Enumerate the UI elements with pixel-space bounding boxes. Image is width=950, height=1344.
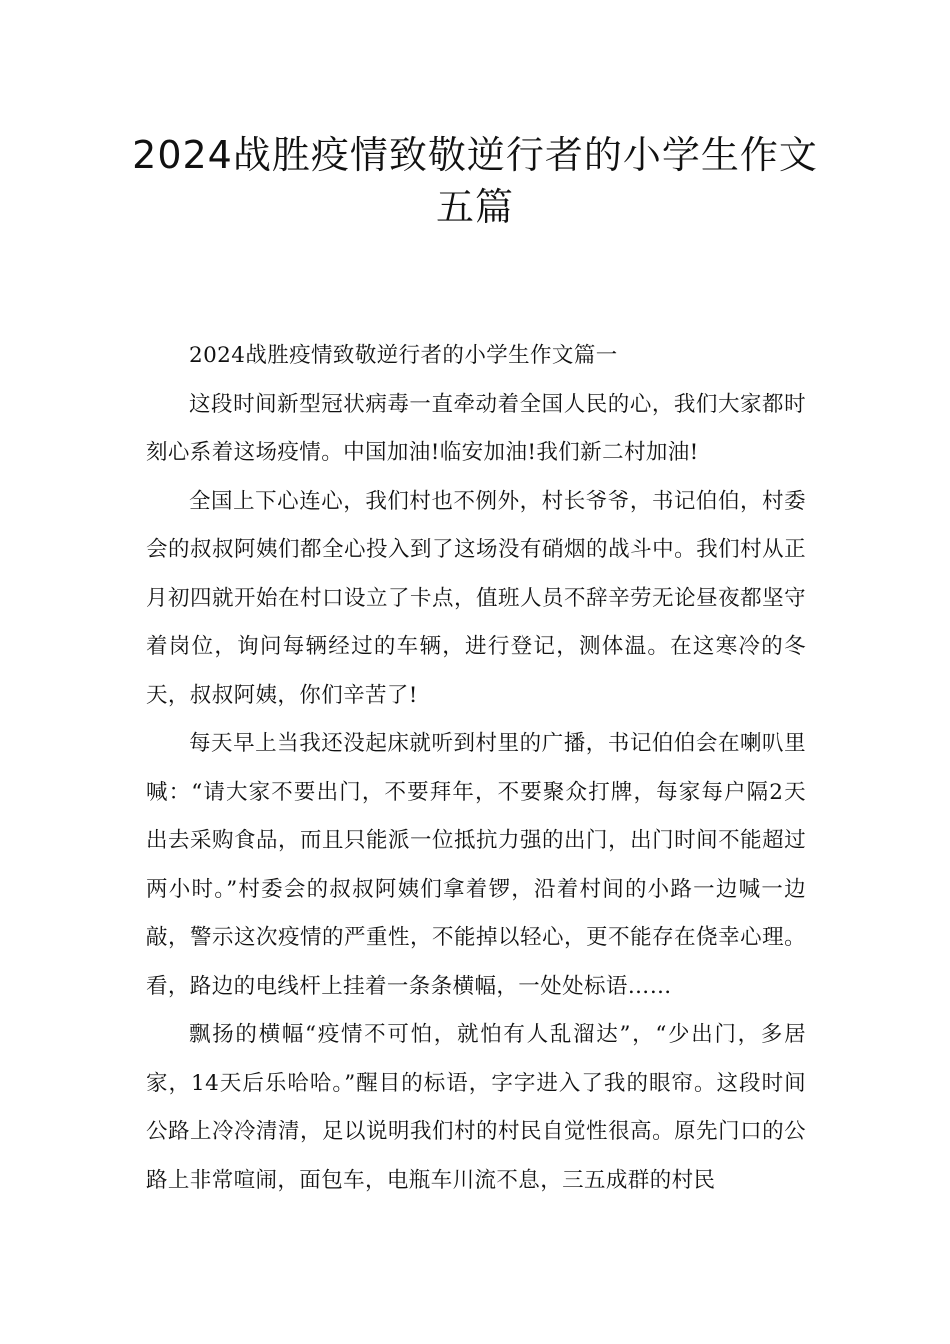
paragraph: 每天早上当我还没起床就听到村里的广播，书记伯伯会在喇叭里喊：“请大家不要出门，不要拜年，不要聚众打牌，每家每户隔2天出去采购食品，而且只能派一位抵抗力强的出门，出门时间不能超过两小时。”村委会的叔叔阿姨们拿着锣，沿着村间的小路一边喊一边敲，警示这次疫情的严重性，不能掉以轻心，更不能存在侥幸心理。看，路边的电线杆上挂着一条条横幅，一处处标语…… bbox=[146, 731, 806, 999]
document-title-line-2: 五篇 bbox=[435, 185, 514, 229]
paragraph: 这段时间新型冠状病毒一直牵动着全国人民的心，我们大家都时刻心系着这场疫情。中国加油!临安加油!我们新二村加油! bbox=[146, 391, 806, 465]
section-heading: 2024战胜疫情致敬逆行者的小学生作文篇一 bbox=[189, 343, 618, 368]
document-title-line-1: 2024战胜疫情致敬逆行者的小学生作文 bbox=[132, 133, 818, 177]
document-body bbox=[146, 332, 806, 1205]
paragraph: 全国上下心连心，我们村也不例外，村长爷爷，书记伯伯，村委会的叔叔阿姨们都全心投入到了这场没有硝烟的战斗中。我们村从正月初四就开始在村口设立了卡点，值班人员不辞辛劳无论昼夜都坚守着岗位，询问每辆经过的车辆，进行登记，测体温。在这寒冷的冬天，叔叔阿姨，你们辛苦了! bbox=[146, 488, 806, 708]
paragraph: 飘扬的横幅“疫情不可怕，就怕有人乱溜达”，“少出门，多居家，14天后乐哈哈。”醒目的标语，字字进入了我的眼帘。这段时间公路上冷冷清清，足以说明我们村的村民自觉性很高。原先门口的公路上非常喧闹，面包车，电瓶车川流不息，三五成群的村民 bbox=[146, 1022, 806, 1193]
